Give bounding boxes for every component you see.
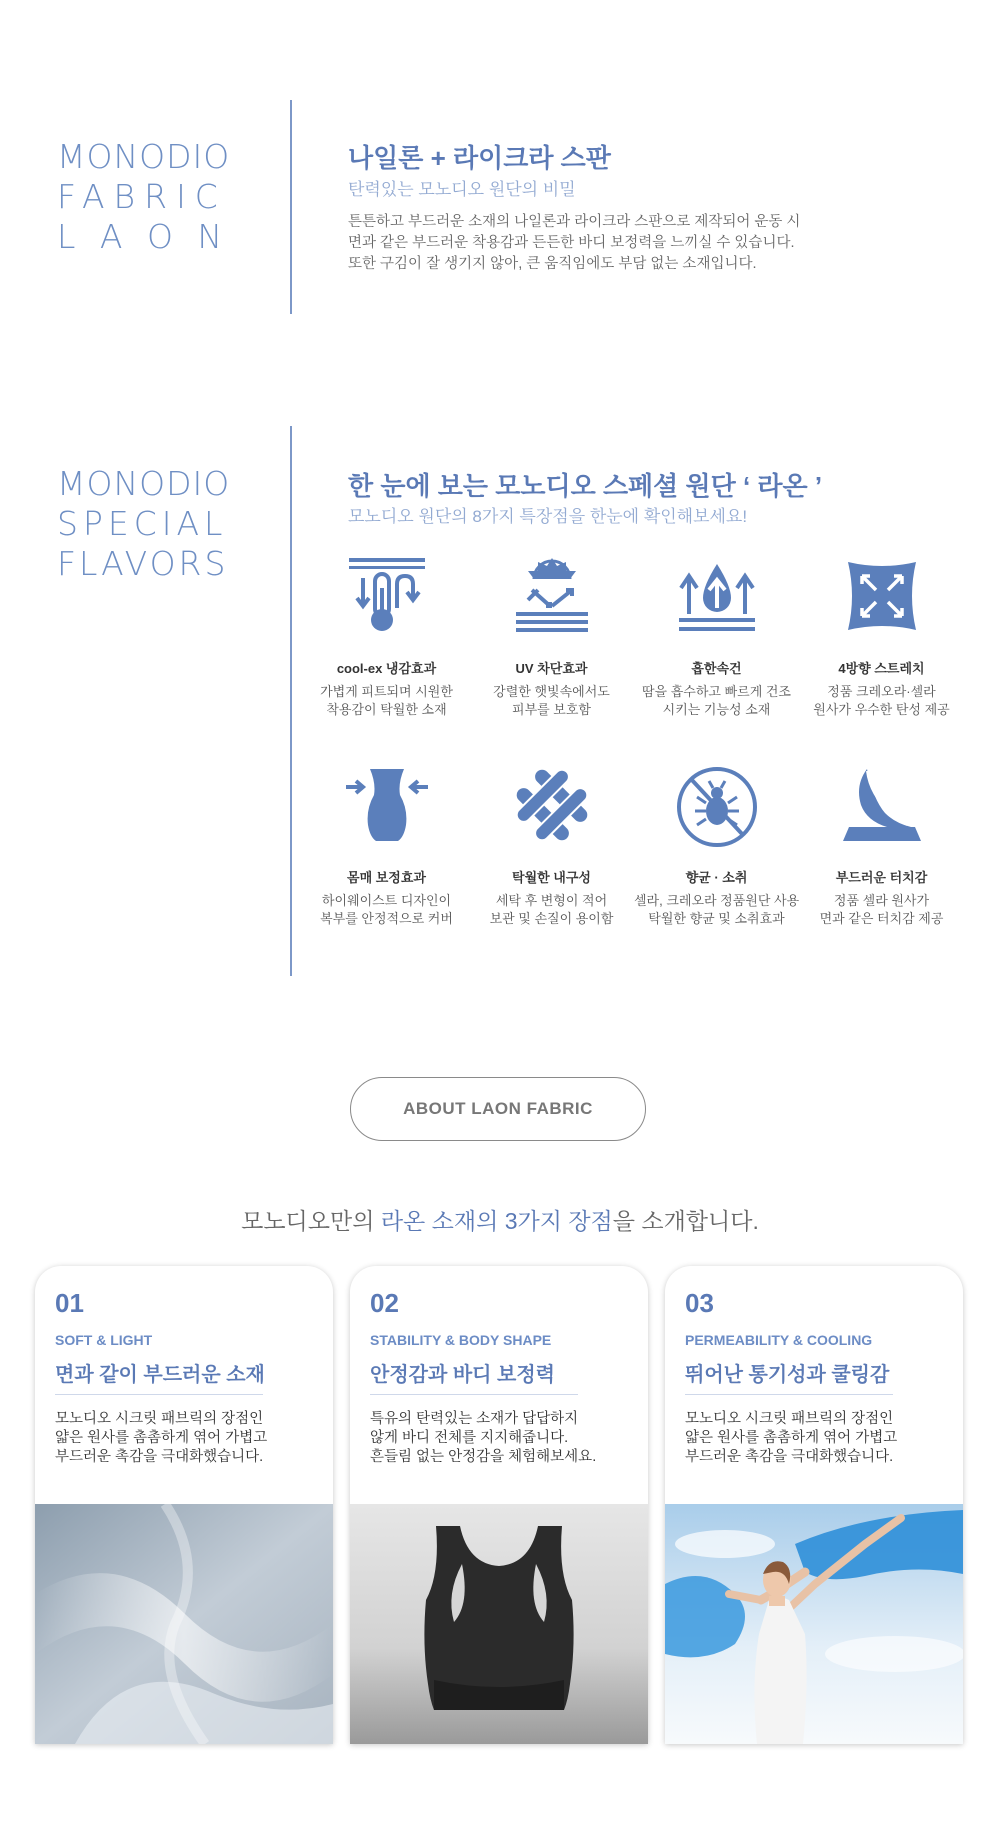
card-korean-title: 안정감과 바디 보정력: [370, 1364, 555, 1386]
section-title: 나일론 + 라이크라 스판: [348, 143, 611, 173]
feature-desc: [304, 683, 469, 719]
card-english-title: PERMEABILITY & COOLING: [685, 1332, 873, 1348]
sports-bra-photo: [350, 1504, 648, 1744]
card-desc-line: 모노디오 시크릿 패브릭의 장점인: [55, 1411, 264, 1427]
feature-desc-line: 세탁 후 변형이 적어: [495, 893, 608, 908]
section-subtitle: 탄력있는 모노디오 원단의 비밀: [348, 180, 576, 199]
feature-desc-line: 가볍게 피트되며 시원한: [320, 684, 453, 699]
intro-pre: 모노디오만의: [241, 1208, 381, 1234]
feature-title: 향균 · 소취: [685, 870, 748, 885]
card-english-title: SOFT & LIGHT: [55, 1332, 153, 1348]
card-korean-title: 면과 같이 부드러운 소재: [55, 1364, 265, 1386]
feature-title: 흡한속건: [691, 661, 742, 676]
card-divider: [55, 1394, 263, 1395]
card-desc-line: 얇은 원사를 촘촘하게 엮어 가볍고: [685, 1430, 898, 1446]
card-english-title: STABILITY & BODY SHAPE: [370, 1332, 552, 1348]
about-laon-fabric-button[interactable]: ABOUT LAON FABRIC: [350, 1077, 646, 1141]
brand-line: MONODIO: [57, 137, 231, 176]
card-divider: [685, 1394, 893, 1395]
brand-line: FABRIC: [57, 177, 227, 216]
antibacterial-icon: [675, 765, 759, 849]
feature-desc-line: 복부를 안정적으로 커버: [320, 911, 453, 926]
benefit-card-2: [350, 1266, 648, 1744]
feature-desc-line: 정품 셀라 원사가: [833, 893, 930, 908]
card-divider: [370, 1394, 578, 1395]
feature-desc-line: 땀을 흡수하고 빠르게 건조: [642, 684, 791, 699]
section-subtitle: 모노디오 원단의 8가지 특장점을 한눈에 확인해보세요!: [348, 507, 748, 526]
body-line: 튼튼하고 부드러운 소재의 나일론과 라이크라 스판으로 제작되어 운동 시: [348, 214, 801, 230]
feature-title: 몸매 보정효과: [347, 870, 426, 885]
feature-cooling: [304, 556, 469, 719]
feature-desc: [799, 683, 964, 719]
card-description: [55, 1410, 267, 1467]
benefit-card-1: [35, 1266, 333, 1744]
feature-desc-line: 탁월한 향균 및 소취효과: [648, 911, 785, 926]
feature-wicking: [634, 556, 799, 719]
feature-desc-line: 보관 및 손질이 용이함: [489, 911, 614, 926]
feature-desc: [634, 892, 799, 928]
brand-line: MONODIO: [57, 464, 231, 503]
brand-line: SPECIAL: [57, 504, 228, 543]
card-description: [685, 1410, 897, 1467]
card-desc-line: 부드러운 촉감을 극대화했습니다.: [55, 1449, 264, 1465]
feature-body-shaping: [304, 765, 469, 928]
feature-stretch: [799, 556, 964, 719]
feature-title: 부드러운 터치감: [835, 870, 928, 885]
feature-desc-line: 피부를 보호함: [512, 702, 591, 717]
body-shaping-icon: [342, 765, 432, 845]
card-desc-line: 부드러운 촉감을 극대화했습니다.: [685, 1449, 894, 1465]
silk-fabric-photo: [35, 1504, 333, 1744]
four-way-stretch-icon: [840, 556, 924, 636]
feature-soft-touch: [799, 765, 964, 928]
brand-line: FLAVORS: [57, 544, 229, 583]
card-desc-line: 모노디오 시크릿 패브릭의 장점인: [685, 1411, 894, 1427]
feature-antibacterial: [634, 765, 799, 928]
feature-title: 탁월한 내구성: [512, 870, 591, 885]
feature-desc-line: 강렬한 햇빛속에서도: [493, 684, 610, 699]
thermometer-cooling-icon: [345, 556, 429, 636]
card-desc-line: 얇은 원사를 촘촘하게 엮어 가볍고: [55, 1430, 268, 1446]
feature-desc-line: 시키는 기능성 소재: [662, 702, 771, 717]
moisture-wicking-icon: [675, 556, 759, 636]
card-korean-title: 뛰어난 통기성과 쿨링감: [685, 1364, 890, 1386]
feature-title: UV 차단효과: [515, 661, 588, 676]
intro-highlight: 라온 소재의 3가지 장점: [380, 1208, 613, 1234]
feature-desc-line: 면과 같은 터치감 제공: [819, 911, 944, 926]
feature-title: cool-ex 냉감효과: [336, 661, 437, 676]
intro-post: 을 소개합니다.: [612, 1208, 759, 1234]
feature-uv: [469, 556, 634, 719]
feature-desc: [634, 683, 799, 719]
card-number: 01: [55, 1288, 84, 1318]
brand-special-flavors: [57, 464, 230, 584]
card-desc-line: 특유의 탄력있는 소재가 답답하지: [370, 1411, 579, 1427]
feature-desc-line: 착용감이 탁월한 소재: [326, 702, 447, 717]
intro-heading: [0, 1203, 1000, 1236]
card-description: [370, 1410, 596, 1467]
woman-with-scarf-photo: [665, 1504, 963, 1744]
brand-fabric-laon: [57, 137, 230, 257]
card-desc-line: 않게 바디 전체를 지지해줍니다.: [370, 1430, 569, 1446]
feature-durability: [469, 765, 634, 928]
durable-weave-icon: [510, 765, 594, 845]
section-title: 한 눈에 보는 모노디오 스페셜 원단 ‘ 라온 ’: [348, 471, 823, 501]
benefit-card-3: [665, 1266, 963, 1744]
feature-desc-line: 원사가 우수한 탄성 제공: [813, 702, 950, 717]
divider-line: [290, 426, 292, 976]
feature-desc-line: 하이웨이스트 디자인이: [321, 893, 452, 908]
card-desc-line: 흔들림 없는 안정감을 체험해보세요.: [370, 1449, 597, 1465]
feature-desc: [469, 683, 634, 719]
feature-desc-line: 정품 크레오라·셀라: [827, 684, 936, 699]
card-number: 03: [685, 1288, 714, 1318]
divider-line: [290, 100, 292, 314]
feature-desc: [469, 892, 634, 928]
uv-block-icon: [510, 556, 594, 636]
body-line: 또한 구김이 잘 생기지 않아, 큰 움직임에도 부담 없는 소재입니다.: [348, 256, 757, 272]
card-number: 02: [370, 1288, 399, 1318]
feature-desc: [304, 892, 469, 928]
soft-feather-icon: [837, 765, 927, 845]
body-line: 면과 같은 부드러운 착용감과 든든한 바디 보정력을 느끼실 수 있습니다.: [348, 235, 795, 251]
section-body: [348, 212, 800, 275]
brand-line: L A O N: [57, 217, 230, 256]
feature-desc-line: 셀라, 크레오라 정품원단 사용: [634, 893, 800, 908]
feature-desc: [799, 892, 964, 928]
feature-title: 4방향 스트레치: [838, 661, 925, 676]
